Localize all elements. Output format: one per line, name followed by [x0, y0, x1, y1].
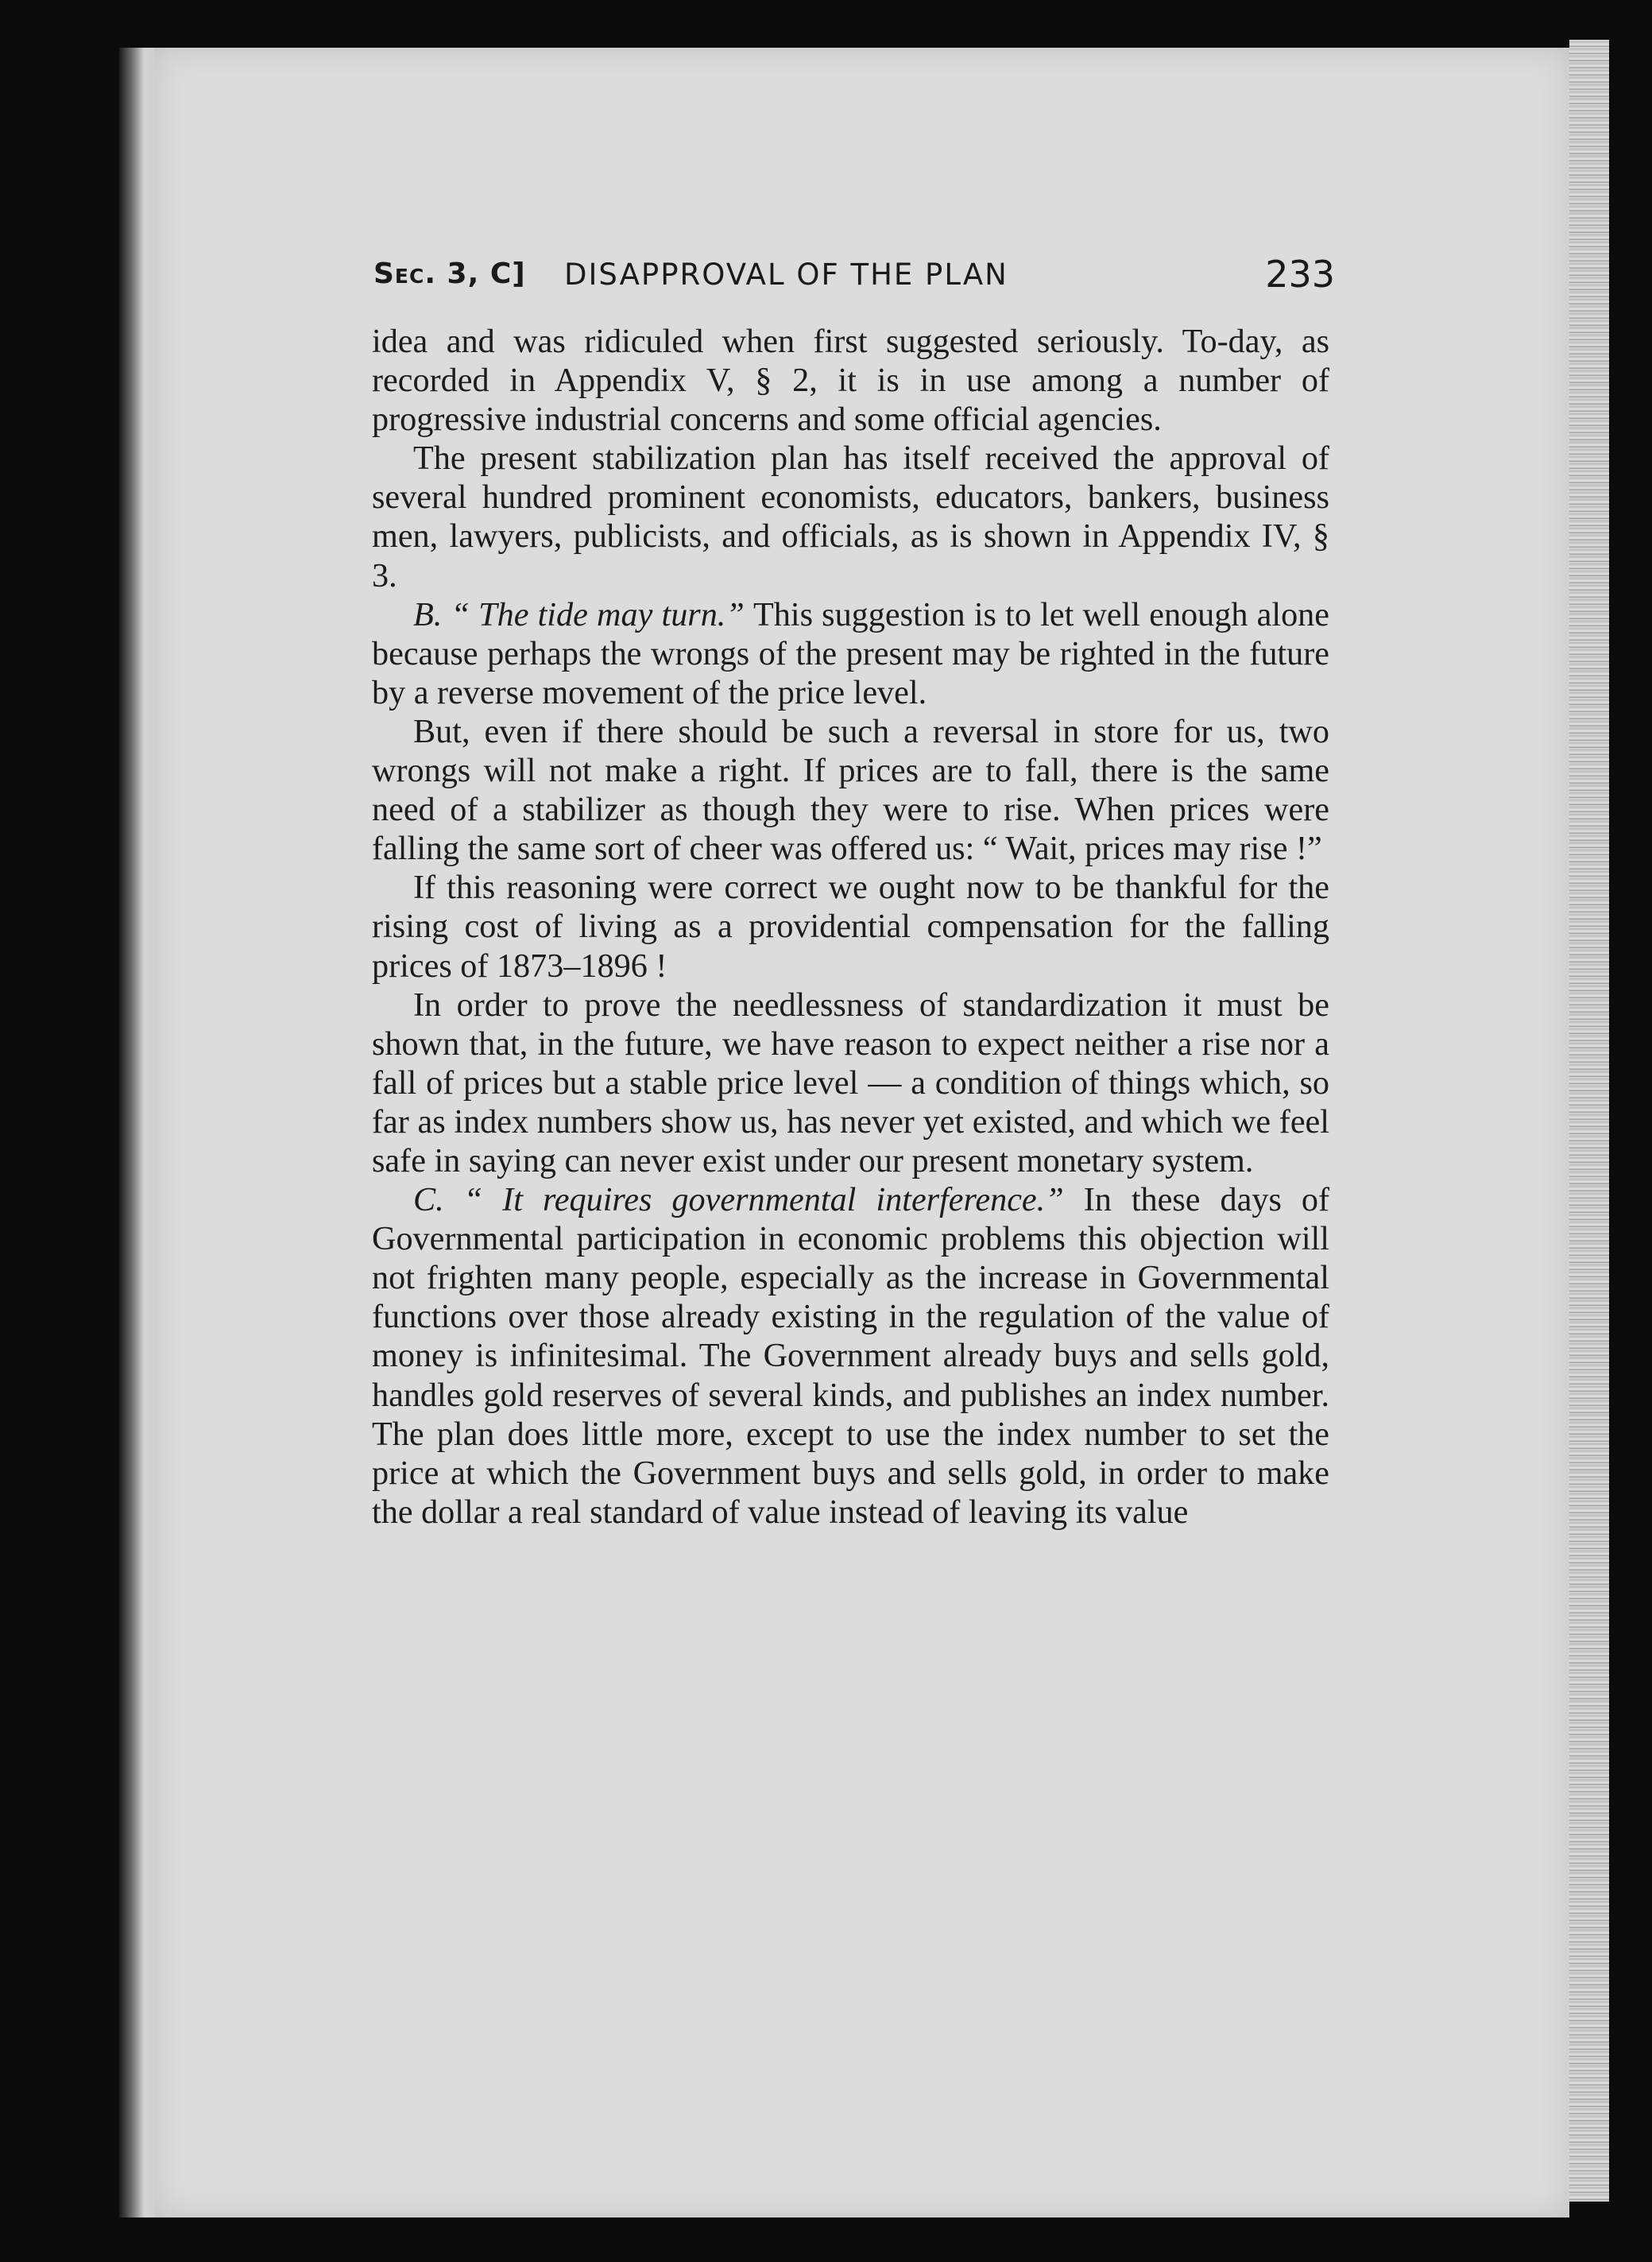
- paragraph: [372, 986, 1329, 1180]
- running-head: [373, 253, 1335, 300]
- paragraph: [372, 1180, 1329, 1532]
- page-number: 233: [1265, 253, 1335, 296]
- paragraph-text: This suggestion is to let well enough alone because perhaps the wrongs of the present may be righted in the future by a reverse movement of the price level.: [372, 595, 1329, 711]
- objection-heading: “ It requires governmental interference.”: [463, 1181, 1084, 1219]
- paragraph-text: But, even if there should be such a reversal in store for us, two wrongs will not make a right. If prices are to fall, there is the same need of a stabilizer as though they were to rise. When prices were falling the same sort of cheer was offered us: “ Wait, prices may rise !”: [372, 712, 1329, 868]
- paragraph-text: The present stabilization plan has itself received the approval of several hundred prominent economists, educators, bankers, business men, lawyers, publicists, and officials, as is shown in Appendix IV, § 3.: [372, 440, 1329, 595]
- facing-page-edge: [119, 48, 155, 2217]
- section-ref: Sec. 3, C]: [373, 258, 526, 290]
- objection-label: B.: [413, 595, 451, 633]
- paragraph: [372, 439, 1329, 595]
- objection-heading: “ The tide may turn.”: [451, 595, 753, 633]
- paragraph: [372, 712, 1329, 868]
- page-stack-edge: [1569, 40, 1609, 2202]
- paragraph: [372, 868, 1329, 985]
- paragraph-text: In these days of Governmental participation in economic problems this objection will not frighten many people, especially as the increase in Governmental functions over those already existing in the regulation of the value of money is infinitesimal. The Government already buys and sells gold, handles gold reserves of several kinds, and publishes an index number. The plan does little more, except to use the index number to set the price at which the Government buys and sells gold, in order to make the dollar a real standard of value instead of leaving its value: [372, 1181, 1330, 1531]
- paragraph-text: idea and was ridiculed when first suggested seriously. To-day, as recorded in Appendix V, § 2, it is in use among a number of progressive industrial concerns and some official agencies.: [372, 323, 1329, 439]
- body-text: [372, 322, 1329, 1532]
- objection-label: C.: [413, 1181, 464, 1219]
- paragraph-text: In order to prove the needlessness of standardization it must be shown that, in the future, we have reason to expect neither a rise nor a fall of prices but a stable price level — a condition of things which, so far as index numbers show us, has never yet existed, and which we feel safe in saying can never exist under our present monetary system.: [372, 986, 1329, 1179]
- paragraph: [372, 322, 1329, 439]
- paragraph-text: If this reasoning were correct we ought now to be thankful for the rising cost of living as a providential compensation for the falling prices of 1873–1896 !: [372, 869, 1329, 985]
- chapter-title: DISAPPROVAL OF THE PLAN: [564, 258, 1008, 292]
- paragraph: [372, 595, 1329, 712]
